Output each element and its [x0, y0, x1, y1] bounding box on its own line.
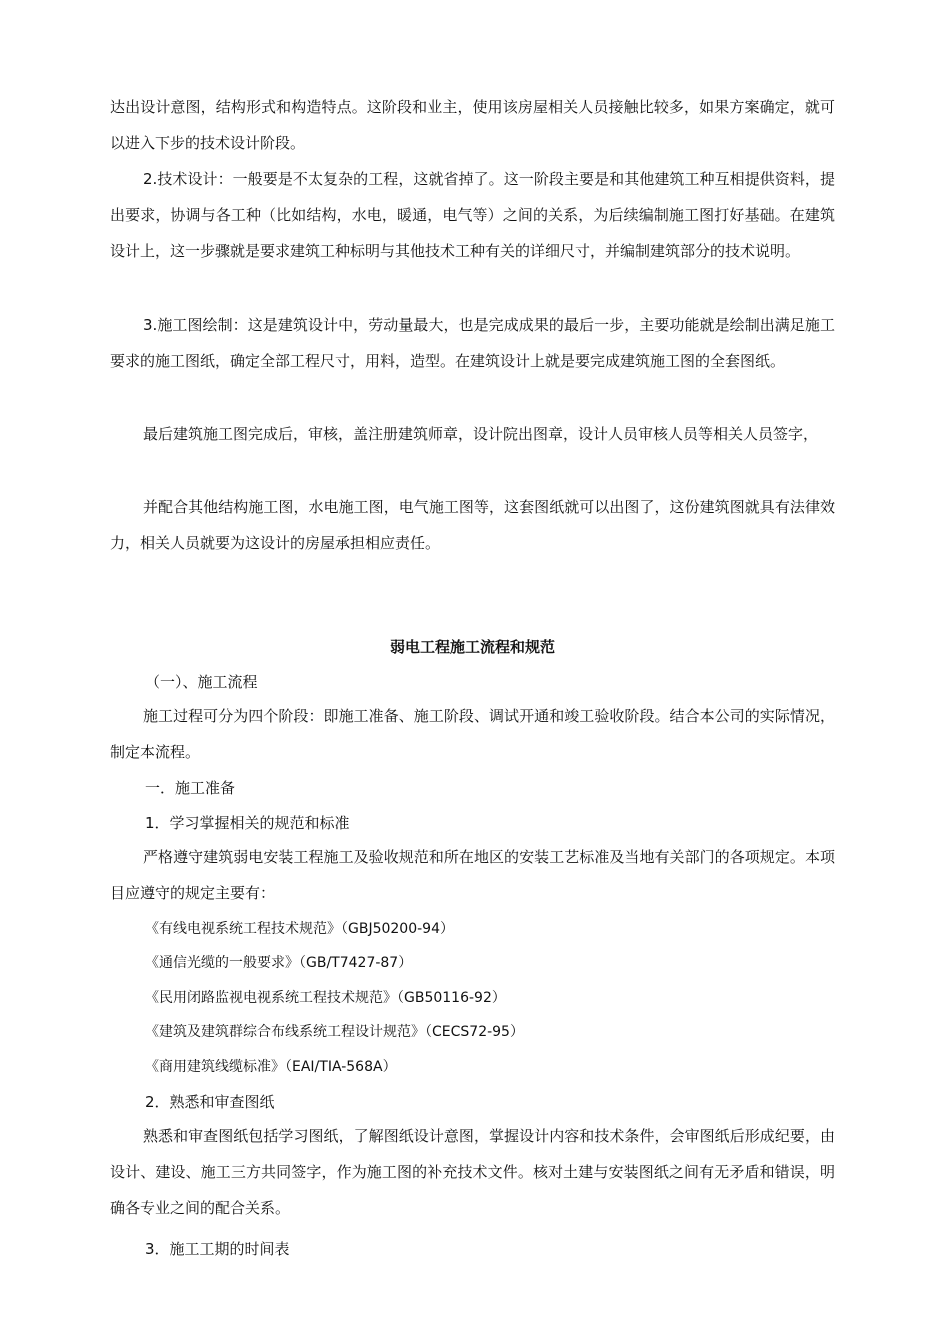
paragraph-coordination: 并配合其他结构施工图，水电施工图，电气施工图等，这套图纸就可以出图了，这份建筑图就具有法律效力，相关人员就要为这设计的房屋承担相应责任。	[110, 498, 835, 552]
heading-review-drawings: 2．熟悉和审查图纸	[145, 1093, 275, 1111]
standard-item: 《民用闭路监视电视系统工程技术规范》（GB50116-92）	[145, 990, 506, 1006]
standard-item: 《有线电视系统工程技术规范》（GBJ50200-94）	[145, 921, 454, 937]
heading-learn-standards: 1．学习掌握相关的规范和标准	[145, 814, 350, 832]
section-title: 弱电工程施工流程和规范	[389, 638, 555, 656]
subsection-title: （一）、施工流程	[145, 673, 258, 691]
standard-item: 《建筑及建筑群综合布线系统工程设计规范》（CECS72-95）	[145, 1024, 524, 1040]
paragraph-stages: 施工过程可分为四个阶段：即施工准备、施工阶段、调试开通和竣工验收阶段。结合本公司的实际情况，制定本流程。	[110, 707, 835, 761]
heading-preparation: 一．施工准备	[145, 779, 236, 797]
standard-item: 《通信光缆的一般要求》（GB/T7427-87）	[145, 955, 413, 971]
standard-item: 《商用建筑线缆标准》（EAI/TIA-568A）	[145, 1059, 397, 1075]
paragraph-standards-intro: 严格遵守建筑弱电安装工程施工及验收规范和所在地区的安装工艺标准及当地有关部门的各项规定。本项目应遵守的规定主要有：	[110, 848, 835, 902]
paragraph-technical-design: 2.技术设计：一般要是不太复杂的工程，这就省掉了。这一阶段主要是和其他建筑工种互相提供资料，提出要求，协调与各工种（比如结构，水电，暖通，电气等）之间的关系，为后续编制施工图打好基础。在建筑设计上，这一步骤就是要求建筑工种标明与其他技术工种有关的详细尺寸，并编制建筑部分的技术说明。	[110, 170, 835, 260]
paragraph-construction-drawing: 3.施工图绘制：这是建筑设计中，劳动量最大，也是完成成果的最后一步，主要功能就是绘制出满足施工要求的施工图纸，确定全部工程尺寸，用料，造型。在建筑设计上就是要完成建筑施工图的全套图纸。	[110, 316, 835, 370]
paragraph-final-review: 最后建筑施工图完成后，审核，盖注册建筑师章，设计院出图章，设计人员审核人员等相关人员签字，	[143, 425, 819, 443]
heading-schedule: 3．施工工期的时间表	[145, 1240, 290, 1258]
paragraph-review-drawings: 熟悉和审查图纸包括学习图纸，了解图纸设计意图，掌握设计内容和技术条件，会审图纸后形成纪要，由设计、建设、施工三方共同签字，作为施工图的补充技术文件。核对土建与安装图纸之间有无矛盾和错误，明确各专业之间的配合关系。	[110, 1127, 835, 1217]
paragraph-design-intent: 达出设计意图，结构形式和构造特点。这阶段和业主，使用该房屋相关人员接触比较多，如果方案确定，就可以进入下步的技术设计阶段。	[110, 98, 835, 152]
